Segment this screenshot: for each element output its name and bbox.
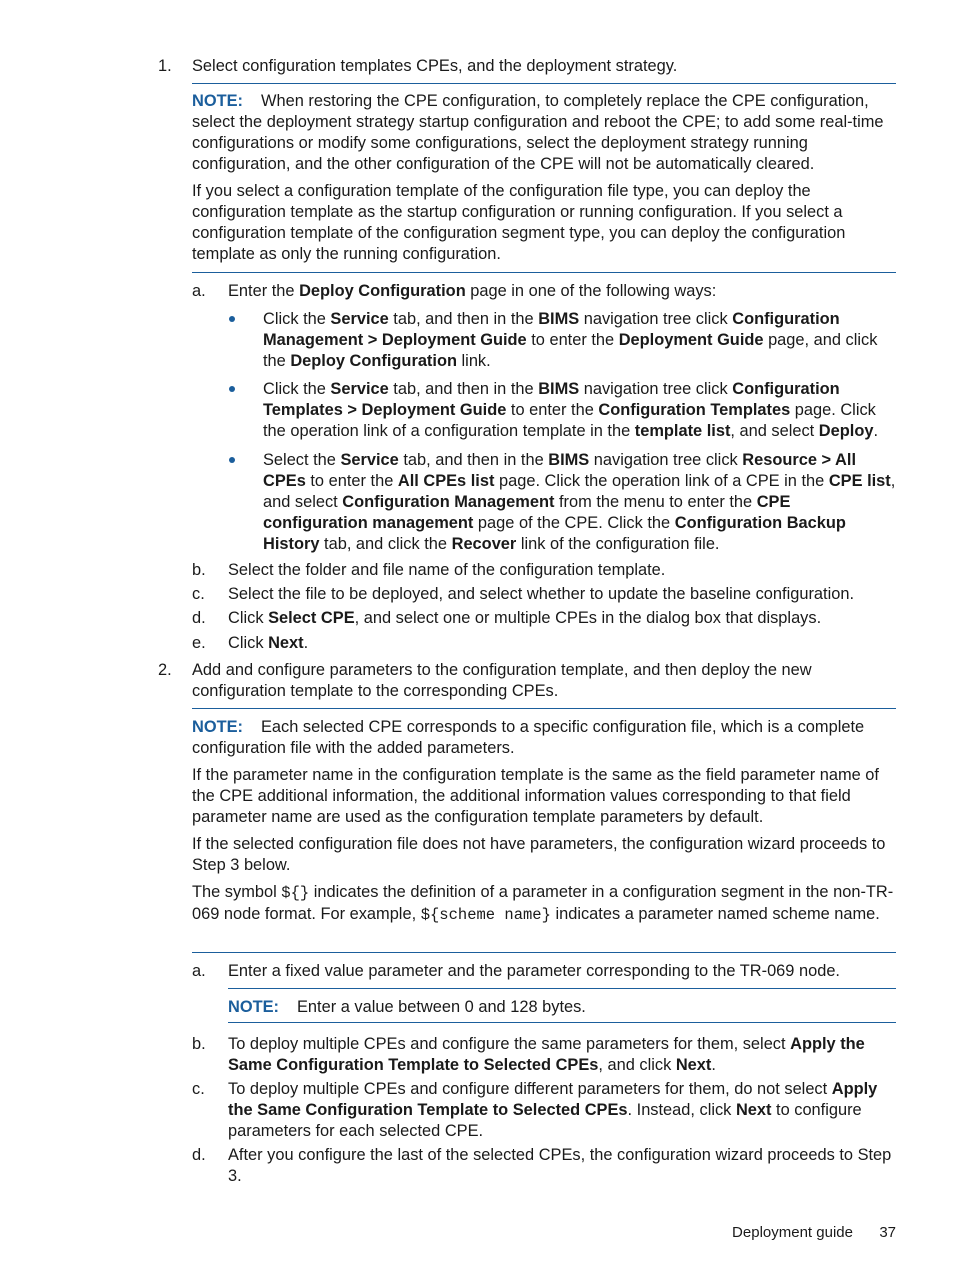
code-snippet: ${}	[281, 884, 310, 902]
note-text: When restoring the CPE configuration, to completely replace the CPE configuration, select the deployment strategy startup configuration and reboot the CPE; to add some real-time configurations or modify some configurations, select the deployment strategy running configuration, and the other configuration of the CPE will not be automatically cleared.	[192, 92, 884, 173]
substep-letter: d.	[192, 1146, 206, 1164]
step-number: 2.	[158, 661, 172, 679]
bullet-text: Click the Service tab, and then in the BIMS navigation tree click Configuration Management > Deployment Guide to enter the Deployment Guide page, and click the Deploy Configuration link.	[263, 310, 878, 370]
note-bottom-rule	[192, 952, 896, 953]
substep-letter: d.	[192, 609, 206, 627]
substep-letter: e.	[192, 634, 206, 652]
substep-text: Select the folder and file name of the configuration template.	[228, 561, 666, 579]
substep-letter: b.	[192, 1035, 206, 1053]
note-paragraph: NOTE: Each selected CPE corresponds to a specific configuration file, which is a complete configuration file with the added parameters.	[192, 718, 865, 757]
note-bottom-rule	[192, 272, 896, 273]
bullet-icon	[229, 457, 235, 463]
code-snippet: ${scheme name}	[420, 906, 551, 924]
footer-title: Deployment guide	[732, 1224, 853, 1241]
note-paragraph: The symbol ${} indicates the definition of a parameter in a configuration segment in the non-TR-069 node format. For example, ${scheme name} indicates a parameter named scheme name.	[192, 883, 894, 924]
step-text: Select configuration templates CPEs, and the deployment strategy.	[192, 57, 678, 75]
note-top-rule	[228, 988, 896, 989]
substep-text: Click Select CPE, and select one or multiple CPEs in the dialog box that displays.	[228, 609, 822, 627]
note-label: NOTE:	[228, 998, 279, 1016]
bullet-text: Select the Service tab, and then in the BIMS navigation tree click Resource > All CPEs to enter the All CPEs list page. Click the operation link of a CPE in the CPE list, and select Configuration Management from the menu to enter the CPE configuration management page of the CPE. Click the Configuration Backup History tab, and click the Recover link of the configuration file.	[263, 451, 896, 553]
substep-text: Enter a fixed value parameter and the parameter corresponding to the TR-069 node.	[228, 962, 840, 980]
note-top-rule	[192, 83, 896, 84]
substep-text: To deploy multiple CPEs and configure different parameters for them, do not select Apply the Same Configuration Template to Selected CPEs. Instead, click Next to configure parameters for each selected CPE.	[228, 1080, 878, 1140]
note-box	[192, 717, 898, 926]
substep-letter: a.	[192, 282, 206, 300]
note-paragraph: If the selected configuration file does not have parameters, the configuration wizard proceeds to Step 3 below.	[192, 835, 886, 874]
page-number: 37	[879, 1224, 896, 1241]
note-label: NOTE:	[192, 718, 243, 736]
note-top-rule	[192, 708, 896, 709]
substep-letter: b.	[192, 561, 206, 579]
substep-letter: c.	[192, 1080, 205, 1098]
substep-text: Select the file to be deployed, and select whether to update the baseline configuration.	[228, 585, 855, 603]
substep-letter: a.	[192, 962, 206, 980]
note-paragraph: NOTE: Enter a value between 0 and 128 bytes.	[228, 998, 586, 1016]
page-footer	[600, 1222, 896, 1243]
substep-letter: c.	[192, 585, 205, 603]
bullet-icon	[229, 386, 235, 392]
note-paragraph: If the parameter name in the configuration template is the same as the field parameter name of the CPE additional information, the additional information values corresponding to that field parameter name are used as the configuration template parameters by default.	[192, 766, 879, 826]
bullet-icon	[229, 316, 235, 322]
note-box	[192, 91, 898, 265]
note-bottom-rule	[228, 1022, 896, 1023]
note-label: NOTE:	[192, 92, 243, 110]
substep-text: Click Next.	[228, 634, 309, 652]
step-text: Add and configure parameters to the configuration template, and then deploy the new configuration template to the corresponding CPEs.	[192, 661, 812, 700]
note-paragraph	[192, 91, 898, 175]
step-number: 1.	[158, 57, 172, 75]
bullet-text: Click the Service tab, and then in the BIMS navigation tree click Configuration Templates > Deployment Guide to enter the Configuration Templates page. Click the operation link of a configuration template in the template list, and select Deploy.	[263, 380, 879, 440]
substep-text: To deploy multiple CPEs and configure the same parameters for them, select Apply the Same Configuration Template to Selected CPEs, and click Next.	[228, 1035, 865, 1074]
substep-text: Enter the Deploy Configuration page in one of the following ways:	[228, 282, 717, 300]
substep-text: After you configure the last of the selected CPEs, the configuration wizard proceeds to Step 3.	[228, 1146, 892, 1185]
note-paragraph: If you select a configuration template of the configuration file type, you can deploy the configuration template as the startup configuration or running configuration. If you select a configuration template of the configuration segment type, you can deploy the configuration template as only the running configuration.	[192, 182, 846, 263]
